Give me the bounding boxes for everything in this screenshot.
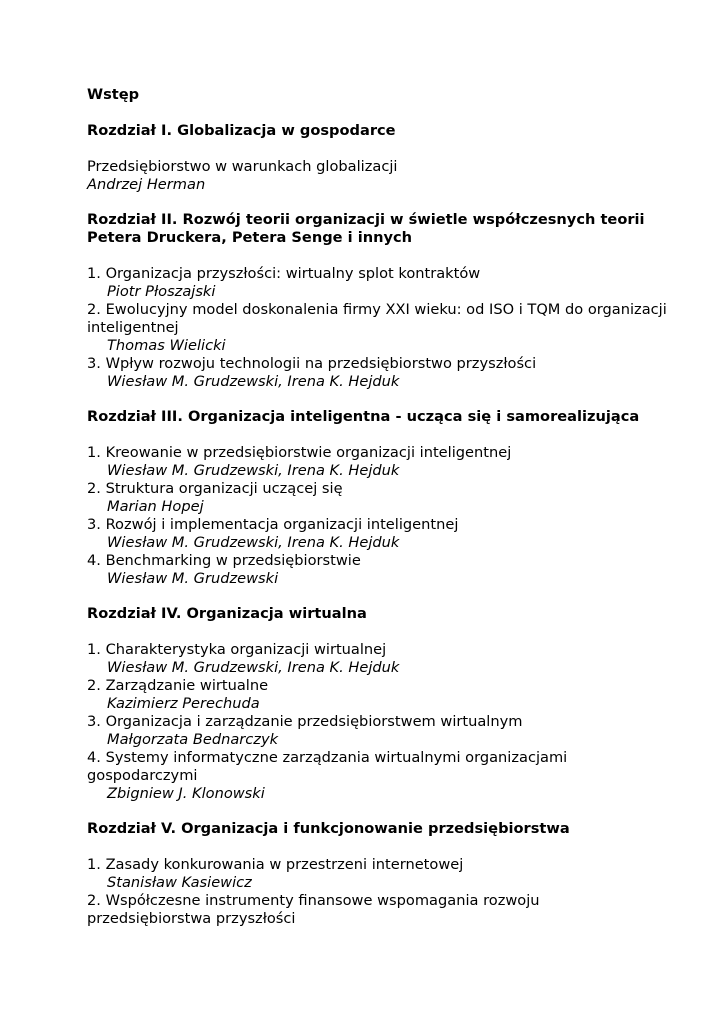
item-title: 1. Organizacja przyszłości: wirtualny splot kontraktów bbox=[87, 265, 481, 282]
item-title: 4. Systemy informatyczne zarządzania wirtualnymi organizacjami gospodarczymi bbox=[87, 749, 568, 784]
item-title: 2. Ewolucyjny model doskonalenia firmy XXI wieku: od ISO i TQM do organizacji inteligentnej bbox=[87, 301, 667, 336]
list-item bbox=[87, 516, 667, 552]
item-title: 1. Charakterystyka organizacji wirtualnej bbox=[87, 641, 387, 658]
chapter-1-entry-title: Przedsiębiorstwo w warunkach globalizacji bbox=[87, 158, 398, 175]
chapter-3-heading: Rozdział III. Organizacja inteligentna - ucząca się i samorealizująca bbox=[87, 408, 640, 425]
list-item bbox=[87, 713, 667, 749]
list-item bbox=[87, 677, 667, 713]
item-title: 2. Zarządzanie wirtualne bbox=[87, 677, 269, 694]
chapter-5-section bbox=[87, 820, 667, 928]
item-title: 1. Kreowanie w przedsiębiorstwie organizacji inteligentnej bbox=[87, 444, 512, 461]
table-of-contents bbox=[87, 86, 667, 945]
list-item bbox=[87, 552, 667, 588]
chapter-4-list bbox=[87, 641, 667, 803]
list-item bbox=[87, 444, 667, 480]
item-author: Thomas Wielicki bbox=[107, 337, 226, 354]
list-item bbox=[87, 892, 667, 928]
list-item bbox=[87, 265, 667, 301]
chapter-1-section bbox=[87, 122, 667, 194]
chapter-2-heading: Rozdział II. Rozwój teorii organizacji w świetle współczesnych teorii Petera Druckera, Petera Senge i innych bbox=[87, 211, 645, 246]
item-title: 2. Struktura organizacji uczącej się bbox=[87, 480, 343, 497]
chapter-2-list bbox=[87, 265, 667, 391]
chapter-5-heading: Rozdział V. Organizacja i funkcjonowanie przedsiębiorstwa bbox=[87, 820, 570, 837]
list-item bbox=[87, 641, 667, 677]
item-author: Wiesław M. Grudzewski, Irena K. Hejduk bbox=[107, 373, 400, 390]
item-title: 4. Benchmarking w przedsiębiorstwie bbox=[87, 552, 361, 569]
item-author: Kazimierz Perechuda bbox=[107, 695, 260, 712]
list-item bbox=[87, 749, 667, 803]
item-author: Marian Hopej bbox=[107, 498, 204, 515]
item-author: Wiesław M. Grudzewski, Irena K. Hejduk bbox=[107, 462, 400, 479]
intro-heading: Wstęp bbox=[87, 86, 140, 103]
chapter-3-section bbox=[87, 408, 667, 588]
list-item bbox=[87, 856, 667, 892]
list-item bbox=[87, 480, 667, 516]
item-author: Małgorzata Bednarczyk bbox=[107, 731, 279, 748]
item-author: Zbigniew J. Klonowski bbox=[107, 785, 265, 802]
chapter-4-heading: Rozdział IV. Organizacja wirtualna bbox=[87, 605, 367, 622]
chapter-1-entry-author: Andrzej Herman bbox=[87, 176, 206, 193]
item-title: 3. Rozwój i implementacja organizacji inteligentnej bbox=[87, 516, 459, 533]
item-author: Wiesław M. Grudzewski, Irena K. Hejduk bbox=[107, 659, 400, 676]
item-title: 1. Zasady konkurowania w przestrzeni internetowej bbox=[87, 856, 464, 873]
item-author: Wiesław M. Grudzewski bbox=[107, 570, 279, 587]
item-author: Stanisław Kasiewicz bbox=[107, 874, 252, 891]
list-item bbox=[87, 355, 667, 391]
chapter-3-list bbox=[87, 444, 667, 588]
item-title: 3. Wpływ rozwoju technologii na przedsiębiorstwo przyszłości bbox=[87, 355, 537, 372]
chapter-1-heading: Rozdział I. Globalizacja w gospodarce bbox=[87, 122, 396, 139]
chapter-2-section bbox=[87, 211, 667, 391]
item-title: 2. Współczesne instrumenty finansowe wspomagania rozwoju przedsiębiorstwa przyszłości bbox=[87, 892, 540, 927]
item-title: 3. Organizacja i zarządzanie przedsiębiorstwem wirtualnym bbox=[87, 713, 523, 730]
item-author: Piotr Płoszajski bbox=[107, 283, 216, 300]
item-author: Wiesław M. Grudzewski, Irena K. Hejduk bbox=[107, 534, 400, 551]
chapter-4-section bbox=[87, 605, 667, 803]
list-item bbox=[87, 301, 667, 355]
chapter-5-list bbox=[87, 856, 667, 928]
